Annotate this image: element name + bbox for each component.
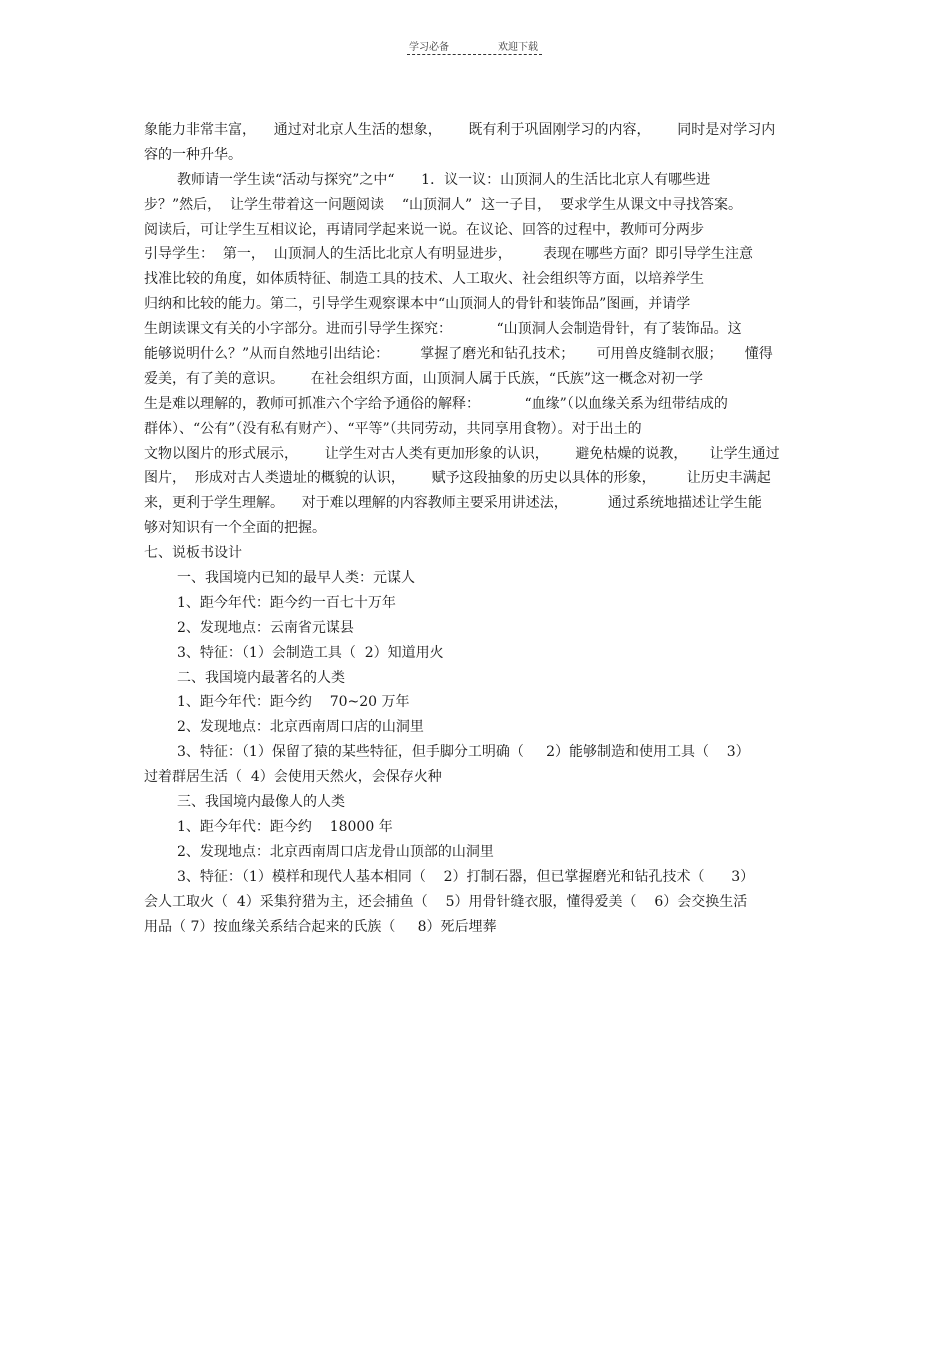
text-line: 来，更利于学生理解。 对于难以理解的内容教师主要采用讲述法， 通过系统地描述让学生能 xyxy=(144,495,762,512)
header-right-text: 欢迎下载 xyxy=(498,42,538,53)
text-line: 3、特征：（1）会制造工具（ 2）知道用火 xyxy=(177,644,444,661)
text-line: 能够说明什么？”从而自然地引出结论： 掌握了磨光和钻孔技术； 可用兽皮缝制衣服； 懂得 xyxy=(144,346,773,363)
document-body xyxy=(144,118,806,939)
text-line: 够对知识有一个全面的把握。 xyxy=(144,520,326,537)
text-line: 容的一种升华。 xyxy=(144,146,242,163)
header-left-text: 学习必备 xyxy=(409,42,449,53)
text-line: 二、我国境内最著名的人类 xyxy=(177,669,345,686)
text-line: 一、我国境内已知的最早人类：元谋人 xyxy=(177,570,415,587)
header-dashed-rule xyxy=(407,54,542,55)
text-line: 1、距今年代：距今约 70~20 万年 xyxy=(177,694,410,711)
text-line: 1、距今年代：距今约一百七十万年 xyxy=(177,594,396,611)
text-line: 爱美，有了美的意识。 在社会组织方面，山顶洞人属于氏族，“氏族”这一概念对初一学 xyxy=(144,370,704,387)
text-line: 找准比较的角度，如体质特征、制造工具的技术、人工取火、社会组织等方面，以培养学生 xyxy=(144,271,704,288)
text-line: 七、说板书设计 xyxy=(144,545,242,562)
text-line: 过着群居生活（ 4）会使用天然火，会保存火种 xyxy=(144,769,442,786)
text-line: 3、特征：（1）模样和现代人基本相同（ 2）打制石器，但已掌握磨光和钻孔技术（ 3） xyxy=(177,868,755,885)
text-line: 2、发现地点：北京西南周口店龙骨山顶部的山洞里 xyxy=(177,843,494,860)
text-line: 1、距今年代：距今约 18000 年 xyxy=(177,818,393,835)
text-line: 步？”然后， 让学生带着这一问题阅读 “山顶洞人” 这一子目， 要求学生从课文中寻找答案。 xyxy=(144,196,742,213)
text-line: 象能力非常丰富， 通过对北京人生活的想象， 既有利于巩固刚学习的内容， 同时是对学习内 xyxy=(144,122,776,138)
text-line: 引导学生： 第一， 山顶洞人的生活比北京人有明显进步， 表现在哪些方面？即引导学生注意 xyxy=(144,246,753,263)
text-line: 2、发现地点：北京西南周口店的山洞里 xyxy=(177,719,424,736)
text-line: 教师请一学生读“活动与探究”之中“ 1．议一议：山顶洞人的生活比北京人有哪些进 xyxy=(177,171,711,188)
text-line: 生朗读课文有关的小字部分。进而引导学生探究： “山顶洞人会制造骨针，有了装饰品。这 xyxy=(144,321,742,338)
text-line: 群体）、“公有”（没有私有财产）、“平等”（共同劳动，共同享用食物）。对于出土的 xyxy=(144,420,642,437)
text-line: 用品（ 7）按血缘关系结合起来的氏族（ 8）死后埋葬 xyxy=(144,918,497,935)
text-line: 文物以图片的形式展示， 让学生对古人类有更加形象的认识， 避免枯燥的说教， 让学生通过 xyxy=(144,445,780,462)
text-line: 会人工取火（ 4）采集狩猎为主，还会捕鱼（ 5）用骨针缝衣服，懂得爱美（ 6）会交换生活 xyxy=(144,893,748,910)
text-line: 生是难以理解的，教师可抓准六个字给予通俗的解释： “血缘”（以血缘关系为纽带结成的 xyxy=(144,395,728,412)
page-header xyxy=(407,38,542,58)
text-line: 三、我国境内最像人的人类 xyxy=(177,794,345,811)
text-line: 3、特征：（1）保留了猿的某些特征，但手脚分工明确（ 2）能够制造和使用工具（ 3） xyxy=(177,744,750,761)
text-line: 2、发现地点：云南省元谋县 xyxy=(177,619,354,636)
text-line: 阅读后，可让学生互相议论，再请同学起来说一说。在议论、回答的过程中，教师可分两步 xyxy=(144,221,704,238)
text-line: 归纳和比较的能力。第二，引导学生观察课本中“山顶洞人的骨针和装饰品”图画，并请学 xyxy=(144,296,691,313)
text-line: 图片， 形成对古人类遗址的概貌的认识， 赋予这段抽象的历史以具体的形象， 让历史丰满起 xyxy=(144,470,771,487)
